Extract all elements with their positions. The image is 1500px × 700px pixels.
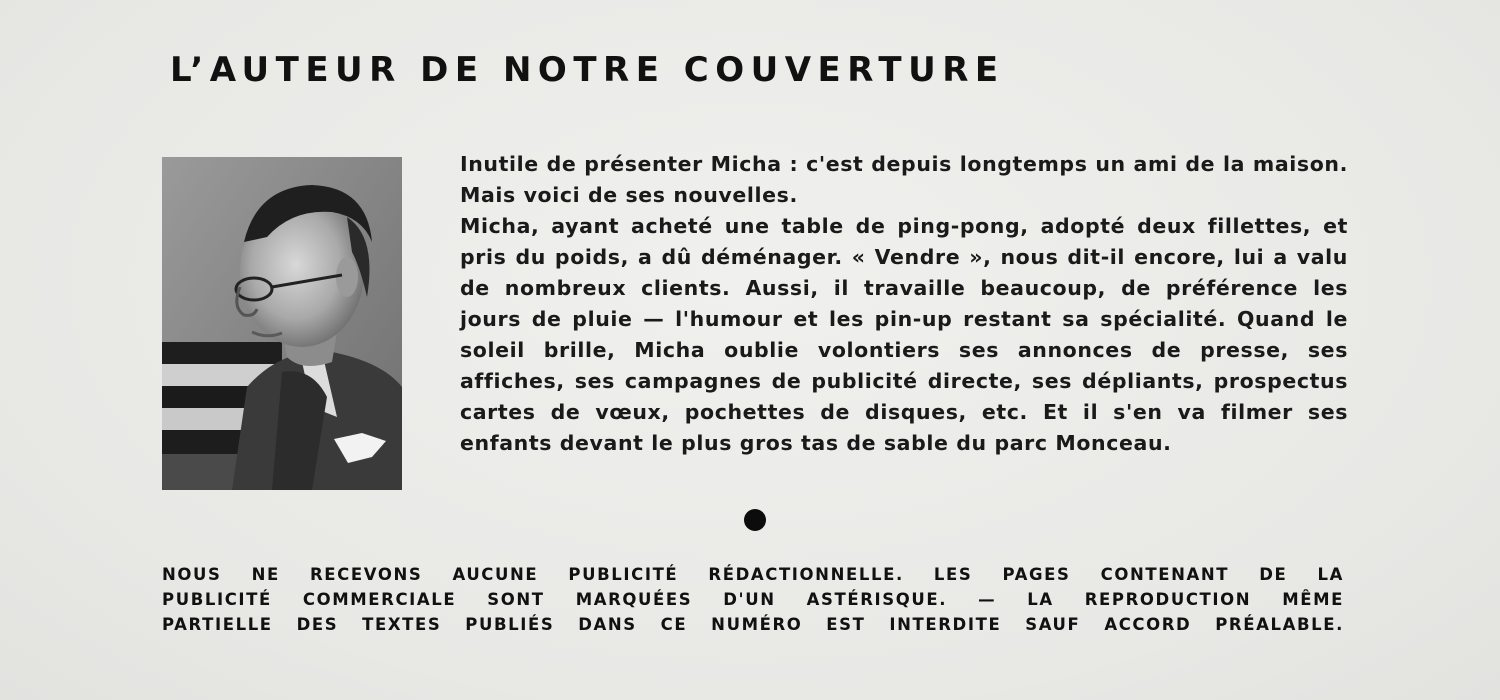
publication-notice <box>162 562 1344 637</box>
article-paragraph: Inutile de présenter Micha : c'est depuis longtemps un ami de la maison. Mais voici de ses nouvelles. <box>460 152 1348 207</box>
section-divider-dot <box>744 509 766 531</box>
portrait-illustration <box>162 157 402 490</box>
article-paragraph: Micha, ayant acheté une table de ping-pong, adopté deux fillettes, et pris du poids, a dû déménager. « Vendre », nous dit-il encore, lui a valu de nombreux clients. Aussi, il travaille beaucoup, de préférence les jours de pluie — l'humour et les pin-up restant sa spécialité. Quand le soleil brille, Micha oublie volontiers ses annonces de presse, ses affiches, ses campagnes de publicité directe, ses dépliants, prospectus cartes de vœux, pochettes de disques, etc. Et il s'en va filmer ses enfants devant le plus gros tas de sable du parc Monceau. <box>460 214 1348 455</box>
notice-line: PUBLICITÉ COMMERCIALE SONT MARQUÉES D'UN ASTÉRISQUE. — LA REPRODUCTION MÊME <box>162 590 1344 609</box>
author-portrait-photo <box>162 157 402 490</box>
notice-line: NOUS NE RECEVONS AUCUNE PUBLICITÉ RÉDACTIONNELLE. LES PAGES CONTENANT DE LA <box>162 565 1344 584</box>
article-body <box>460 149 1348 459</box>
notice-line: PARTIELLE DES TEXTES PUBLIÉS DANS CE NUMÉRO EST INTERDITE SAUF ACCORD PRÉALABLE. <box>162 615 1344 634</box>
page-title: L’AUTEUR DE NOTRE COUVERTURE <box>170 50 1005 90</box>
